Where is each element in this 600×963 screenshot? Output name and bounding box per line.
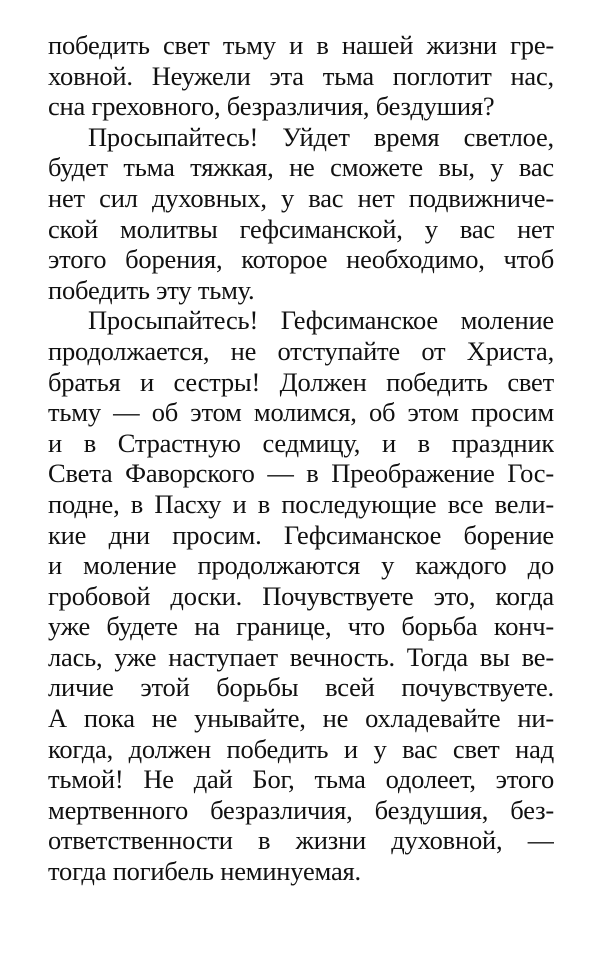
text-line: ховной. Неужели эта тьма поглотит нас, (48, 60, 554, 91)
paragraph-3 (48, 305, 554, 886)
text-line: братья и сестры! Должен победить свет (48, 366, 554, 397)
text-line: сна греховного, безразличия, бездушия? (48, 91, 495, 122)
text-line: когда, должен победить и у вас свет над (48, 733, 554, 764)
text-line: и в Страстную седмицу, и в праздник (48, 427, 554, 458)
text-line: лась, уже наступает вечность. Тогда вы ве- (48, 641, 554, 672)
text-line: тьмой! Не дай Бог, тьма одолеет, этого (48, 764, 554, 795)
text-line: Просыпайтесь! Уйдет время светлое, (88, 121, 554, 152)
paragraph-2 (48, 122, 554, 306)
text-line: тьму — об этом молимся, об этом просим (48, 397, 554, 428)
text-line: гробовой доски. Почувствуете это, когда (48, 580, 554, 611)
book-page (48, 30, 554, 887)
text-line: А пока не унывайте, не охладевайте ни- (48, 703, 554, 734)
text-line: нет сил духовных, у вас нет подвижниче- (48, 182, 554, 213)
text-line: уже будете на границе, что борьба конч- (48, 611, 554, 642)
text-line: кие дни просим. Гефсиманское борение (48, 519, 554, 550)
text-line: подне, в Пасху и в последующие все вели- (48, 488, 554, 519)
text-line: Света Фаворского — в Преображение Гос- (48, 458, 554, 489)
text-line: победить эту тьму. (48, 274, 255, 305)
text-line: и моление продолжаются у каждого до (48, 550, 554, 581)
text-line: будет тьма тяжкая, не сможете вы, у вас (48, 152, 554, 183)
text-line: мертвенного безразличия, бездушия, без- (48, 794, 554, 825)
text-line: тогда погибель неминуемая. (48, 856, 361, 887)
text-line: этого борения, которое необходимо, чтоб (48, 244, 554, 275)
text-line: ской молитвы гефсиманской, у вас нет (48, 213, 554, 244)
text-line: продолжается, не отступайте от Христа, (48, 335, 554, 366)
text-line: личие этой борьбы всей почувствуете. (48, 672, 554, 703)
text-line: ответственности в жизни духовной, — (48, 825, 554, 856)
paragraph-1 (48, 30, 554, 122)
text-line: победить свет тьму и в нашей жизни гре- (48, 30, 554, 60)
text-line: Просыпайтесь! Гефсиманское моление (88, 305, 554, 336)
